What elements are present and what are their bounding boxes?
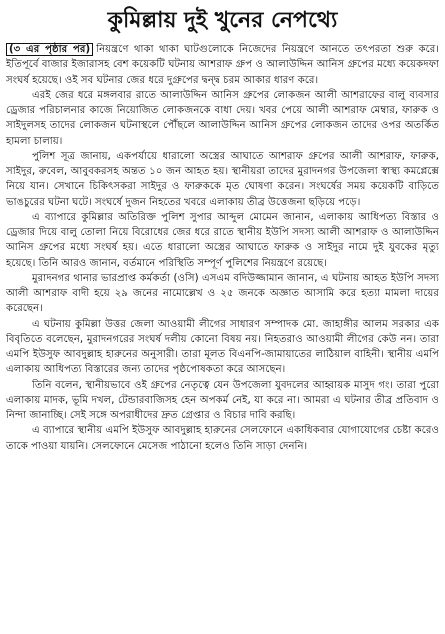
article-paragraph: এ ব্যাপারে স্থানীয় এমপি ইউসুফ আবদুল্লাহ হারুনের সেলফোনে একাধিকবার যোগাযোগের চেষ্টা করেও তাকে পাওয়া যায়নি। সেলফোনে মেসেজ পাঠানো হলেও তিনি সাড়া দেননি। <box>6 425 439 452</box>
article-paragraph: এরই জের ধরে মঙ্গলবার রাতে আলাউদ্দিন আনিস গ্রুপের লোকজন আলী আশরাফের বালু ব্যবসার ড্রেজার পরিচালনার কাজে নিয়োজিত লোকজনকে বাধা দেয়। খবর পেয়ে আলী আশরাফ মেম্বার, ফারুক ও সাইদুলসহ তাদের লোকজন ঘটনাস্থলে পৌঁছলে আলাউদ্দিন আনিস গ্রুপের লোকজন তাদের ওপর অতর্কিত হামলা চালায়। <box>6 89 439 147</box>
article-paragraph: তিনি বলেন, স্থানীয়ভাবে ওই গ্রুপের নেতৃত্বে যেন উপজেলা যুবদলের আহ্বায়ক মাসুদ গং। তারা পুরো এলাকায় মাদক, ভূমি দখল, টেন্ডারবাজিসহ হেন অপকর্ম নেই, যা করে না। আমরা এ ঘটনার তীব্র প্রতিবাদ ও নিন্দা জানাচ্ছি। সেই সঙ্গে অপরাধীদের দ্রুত গ্রেপ্তার ও বিচার দাবি করছি। <box>6 379 439 421</box>
continued-from-label: (৩ এর পৃষ্ঠার পর) <box>6 43 93 56</box>
article-paragraph: পুলিশ সূত্র জানায়, একপর্যায়ে ধারালো অস্ত্রের আঘাতে আশরাফ গ্রুপের আলী আশরাফ, ফারুক, সাইদুর, রুবেল, আবুবকরসহ অন্তত ১০ জন আহত হয়। স্থানীয়রা তাদের মুরাদনগর উপজেলা স্বাস্থ্য কমপ্লেক্সে নিয়ে যান। সেখানে চিকিৎসকরা সাইদুর ও ফারুককে মৃত ঘোষণা করেন। সংঘর্ষের সময় কয়েকটি বাড়িতে ভাঙচুরের ঘটনা ঘটে। সংঘর্ষে দুজন নিহতের খবরে এলাকায় তীব্র উত্তেজনা ছড়িয়ে পড়ে। <box>6 150 439 208</box>
article-paragraph <box>6 42 439 88</box>
headline: কুমিল্লায় দুই খুনের নেপথ্যে <box>107 8 338 33</box>
article-body <box>6 42 439 630</box>
article-paragraph: এ ঘটনায় কুমিল্লা উত্তর জেলা আওয়ামী লীগের সাধারণ সম্পাদক মো. জাহাঙ্গীর আলম সরকার এক বিবৃতিতে বলেছেন, মুরাদনগরের সংঘর্ষ দলীয় কোনো বিষয় নয়। নিহতরাও আওয়ামী লীগের কেউ নন। তারা এমপি ইউসুফ আবদুল্লাহ হারুনের অনুসারী। তারা মূলত বিএনপি-জামায়াতের লাঠিয়াল বাহিনী। স্থানীয় এমপি এলাকায় আধিপত্য বিস্তারের জন্য তাদের পৃষ্ঠপোষকতা করে আসছেন। <box>6 318 439 376</box>
article-paragraph: এ ব্যাপারে কুমিল্লার অতিরিক্ত পুলিশ সুপার আব্দুল মোমেন জানান, এলাকায় আধিপত্য বিস্তার ও ড্রেজার দিয়ে বালু তোলা নিয়ে বিরোধের জের ধরে রাতে স্থানীয় ইউপি সদস্য আলী আশরাফ ও আলাউদ্দিন আনিস গ্রুপের মধ্যে সংঘর্ষ হয়। এতে ধারালো অস্ত্রের আঘাতে ফারুক ও সাইদুর নামে দুই যুবকের মৃত্যু হয়েছে। তিনি আরও জানান, বর্তমানে পরিস্থিতি সম্পূর্ণ পুলিশের নিয়ন্ত্রণে রয়েছে। <box>6 211 439 269</box>
paragraph-text: নিয়ন্ত্রণে থাকা থাকা ঘাটগুলোকে নিজেদের নিয়ন্ত্রণে আনতে তৎপরতা শুরু করে। ইতিপূর্বে বাজার ইজারাসহ বেশ কয়েকটি ঘটনায় আশরাফ গ্রুপ ও আলাউদ্দিন আনিস গ্রুপের মধ্যে কয়েকদফা সংঘর্ষ হয়েছে। ওই সব ঘটনার জের ধরে দুগ্রুপের দ্বন্দ্ব চরম আকার ধারণ করে। <box>6 44 439 86</box>
article-paragraph: মুরাদনগর থানার ভারপ্রাপ্ত কর্মকর্তা (ওসি) এসএম বদিউজ্জামান জানান, এ ঘটনায় আহত ইউপি সদস্য আলী আশরাফ বাদী হয়ে ২৯ জনের নামোল্লেখ ও ২৫ জনকে অজ্ঞাত আসামি করে হত্যা মামলা দায়ের করেছেন। <box>6 272 439 315</box>
